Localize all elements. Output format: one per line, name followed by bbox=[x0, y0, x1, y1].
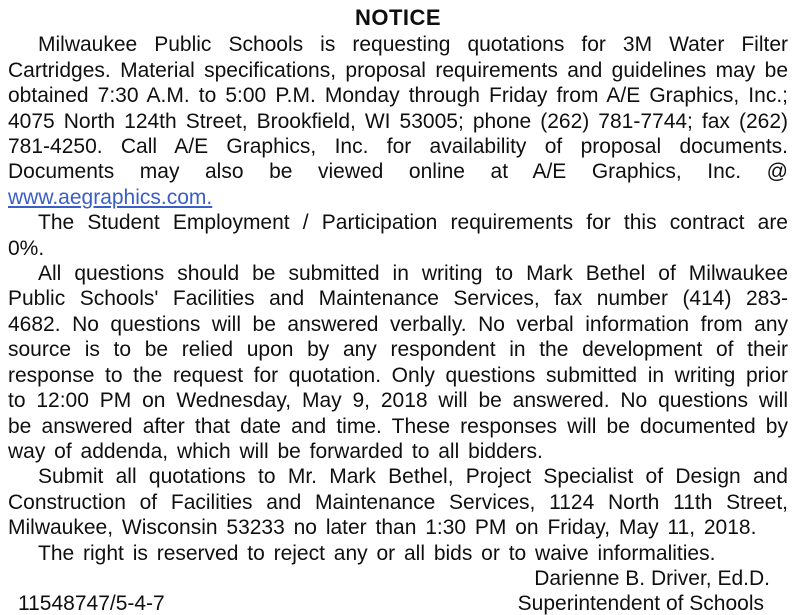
paragraph-student-employment: The Student Employment / Participation requirements for this contract are 0%. bbox=[8, 211, 788, 260]
footer-row bbox=[8, 591, 788, 615]
signature-title: Superintendent of Schools bbox=[517, 592, 764, 615]
paragraph-questions: All questions should be submitted in writing to Mark Bethel of Milwaukee Public Schools' Facilities and Maintenance Services, fax number (414) 283-4682. No questions will be answered verbally. No verbal information from any source is to be relied upon by any respondent in the development of their response to the request for quotation. Only questions submitted in writing prior to 12:00 PM on Wednesday, May 9, 2018 will be answered. No questions will be answered after that date and time. These responses will be documented by way of addenda, which will be forwarded to all bidders. bbox=[8, 262, 788, 463]
page-title: NOTICE bbox=[354, 5, 442, 30]
signature-name: Darienne B. Driver, Ed.D. bbox=[534, 566, 770, 590]
ad-number: 11548747/5-4-7 bbox=[18, 592, 165, 615]
paragraph-intro bbox=[8, 32, 788, 210]
paragraph-rights: The right is reserved to reject any or all bids or to waive informalities. bbox=[38, 541, 716, 565]
aegraphics-link[interactable]: www.aegraphics.com. bbox=[8, 185, 213, 209]
paragraph-intro-text: Milwaukee Public Schools is requesting quotations for 3M Water Filter Cartridges. Material specifications, proposal requirements and guidelines may be obtained 7:30 A.M. to 5:00 P.M. Monday through Friday from A/E Graphics, Inc.; 4075 North 124th Street, Brookfield, WI 53005; phone (262) 781-7744; fax (262) 781-4250. Call A/E Graphics, Inc. for availability of proposal documents. Documents may also be viewed online at A/E Graphics, Inc. @ bbox=[8, 33, 788, 184]
paragraph-submit: Submit all quotations to Mr. Mark Bethel, Project Specialist of Design and Construction of Facilities and Maintenance Services, 1124 North 11th Street, Milwaukee, Wisconsin 53233 no later than 1:30 PM on Friday, May 11, 2018. bbox=[8, 465, 788, 540]
